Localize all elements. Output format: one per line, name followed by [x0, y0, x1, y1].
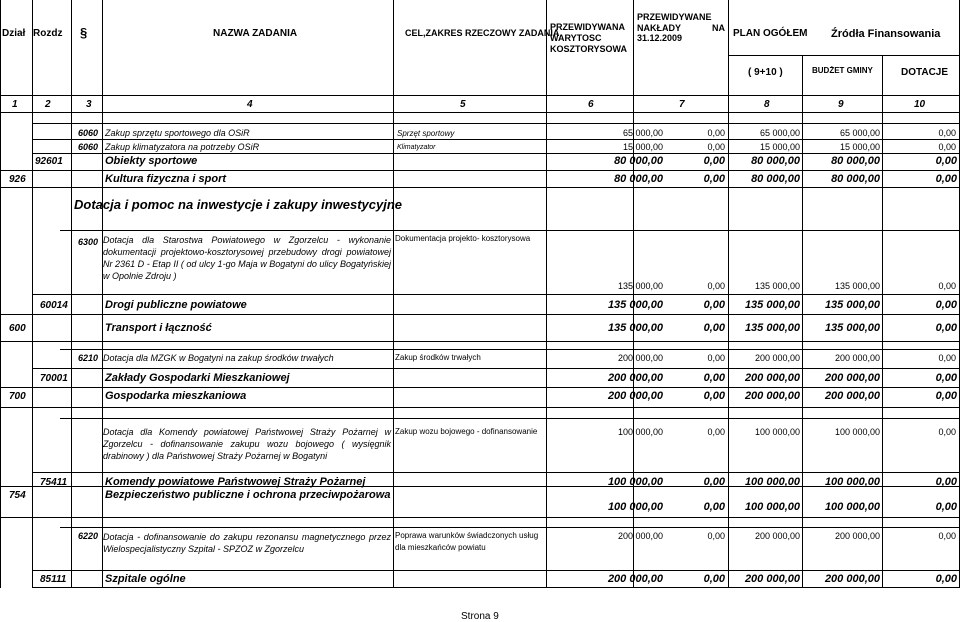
section-title: Dotacja i pomoc na inwestycje i zakupy inwestycyjne — [74, 197, 403, 212]
row-dzial: 700 — [9, 391, 26, 402]
row-value-9: 135 000,00 — [834, 281, 880, 291]
row-rozdz: 60014 — [40, 300, 68, 311]
row-value-6: 200 000,00 — [607, 372, 663, 384]
header-nazwa-zadania: NAZWA ZADANIA — [213, 28, 298, 39]
column-number: 7 — [679, 99, 685, 110]
row-value-6: 200 000,00 — [617, 353, 663, 363]
row-value-6: 135 000,00 — [617, 281, 663, 291]
row-scope: Zakup wozu bojowego - dofinansowanie — [395, 427, 538, 436]
header-na: NA — [712, 23, 725, 33]
column-number: 6 — [588, 99, 594, 110]
row-value-6: 135 000,00 — [607, 322, 663, 334]
row-value-8: 100 000,00 — [754, 427, 800, 437]
row-value-9: 135 000,00 — [824, 299, 880, 311]
row-line — [33, 139, 960, 140]
row-value-8: 15 000,00 — [759, 142, 800, 152]
row-value-9: 200 000,00 — [834, 531, 880, 541]
header-naklady-1: PRZEWIDYWANE — [637, 12, 712, 22]
row-line — [60, 349, 960, 350]
row-name: Dotacja dla MZGK w Bogatyni na zakup środków trwałych — [103, 353, 334, 363]
row-value-8: 200 000,00 — [744, 390, 800, 402]
column-line — [0, 0, 1, 588]
row-line — [0, 517, 960, 518]
page-number: Strona 9 — [461, 611, 499, 622]
row-value-9: 100 000,00 — [824, 476, 880, 488]
row-line — [0, 407, 960, 408]
row-value-6: 100 000,00 — [607, 501, 663, 513]
header-paragraph: § — [80, 25, 88, 40]
row-line — [0, 314, 960, 315]
row-scope: Klimatyzator — [397, 144, 436, 151]
row-value-8: 80 000,00 — [751, 173, 800, 185]
row-value-9: 15 000,00 — [839, 142, 880, 152]
row-value-9: 200 000,00 — [824, 573, 880, 585]
row-line — [33, 472, 960, 473]
row-value-6: 15 000,00 — [622, 142, 663, 152]
header-dzial: Dział — [2, 28, 26, 39]
row-value-8: 100 000,00 — [744, 501, 800, 513]
column-line — [802, 55, 803, 588]
row-value-7: 0,00 — [703, 155, 725, 167]
row-line — [33, 587, 960, 588]
row-value-10: 0,00 — [935, 573, 957, 585]
row-name: Zakup klimatyzatora na potrzeby OSiR — [105, 142, 260, 152]
row-line — [33, 570, 960, 571]
row-value-7: 0,00 — [707, 281, 725, 291]
row-name: Kultura fizyczna i sport — [105, 173, 227, 185]
row-value-7: 0,00 — [703, 501, 725, 513]
header-rozdz: Rozdz — [33, 28, 63, 39]
row-line — [0, 486, 960, 487]
row-value-10: 0,00 — [935, 299, 957, 311]
row-rozdz: 75411 — [40, 477, 68, 488]
row-value-9: 135 000,00 — [824, 322, 880, 334]
row-value-9: 100 000,00 — [824, 501, 880, 513]
column-numbers-divider — [0, 112, 960, 113]
row-par: 6060 — [78, 142, 99, 152]
row-value-7: 0,00 — [703, 476, 725, 488]
column-number: 3 — [86, 99, 92, 110]
header-wartosc-3: KOSZTORYSOWA — [550, 44, 628, 54]
row-value-8: 135 000,00 — [744, 299, 800, 311]
row-value-8: 200 000,00 — [744, 372, 800, 384]
header-zrodla: Źródła Finansowania — [831, 28, 941, 40]
row-value-6: 200 000,00 — [607, 390, 663, 402]
row-value-7: 0,00 — [703, 390, 725, 402]
row-line — [33, 368, 960, 369]
row-value-7: 0,00 — [703, 299, 725, 311]
row-value-8: 200 000,00 — [754, 353, 800, 363]
row-scope-line-1: Poprawa warunków świadczonych usług — [395, 531, 539, 540]
row-value-9: 200 000,00 — [824, 372, 880, 384]
row-value-8: 100 000,00 — [744, 476, 800, 488]
row-value-10: 0,00 — [938, 531, 956, 541]
column-line — [102, 0, 103, 588]
row-value-9: 200 000,00 — [824, 390, 880, 402]
row-name: Zakłady Gospodarki Mieszkaniowej — [105, 372, 290, 384]
row-value-7: 0,00 — [703, 322, 725, 334]
row-value-7: 0,00 — [703, 573, 725, 585]
row-line — [33, 294, 960, 295]
row-value-10: 0,00 — [935, 476, 957, 488]
column-number: 1 — [12, 99, 18, 110]
row-rozdz: 92601 — [35, 156, 63, 167]
row-line — [60, 418, 960, 419]
row-value-10: 0,00 — [938, 427, 956, 437]
header-budzet: BUDŻET GMINY — [812, 66, 873, 75]
row-value-10: 0,00 — [935, 372, 957, 384]
row-value-6: 100 000,00 — [607, 476, 663, 488]
header-wartosc-1: PRZEWIDYWANA — [550, 22, 625, 32]
row-par: 6220 — [78, 531, 99, 541]
header-cel: CEL,ZAKRES RZECZOWY ZADANIA — [405, 28, 560, 38]
row-dzial: 600 — [9, 323, 26, 334]
row-name: Dotacja dla Komendy powiatowej Państwowej Straży Pożarnej w Zgorzelcu - dofinansowanie zakupu wozu bojowego ( wysięgnik drabinowy ) dla Państwowej Straży Pożarnej w Bogatyni — [103, 427, 391, 461]
row-name: Obiekty sportowe — [105, 155, 198, 167]
row-value-10: 0,00 — [938, 128, 956, 138]
row-line — [33, 123, 960, 124]
header-divider — [0, 95, 960, 96]
row-value-8: 80 000,00 — [751, 155, 800, 167]
row-line — [0, 170, 960, 171]
row-name: Gospodarka mieszkaniowa — [105, 390, 247, 402]
header-plan-formula: ( 9+10 ) — [748, 67, 783, 78]
row-name: Dotacja dla Starostwa Powiatowego w Zgorzelcu - wykonanie dokumentacji projektowo-kosztorysowej przebudowy drogi powiatowej Nr 2361 D - Etap II ( od ulcy 1-go Maja w Bogatyni do ulicy Bogatyńskiej w Opolnie Zdroju ) — [103, 235, 391, 281]
row-name: Zakup sprzętu sportowego dla OSiR — [105, 128, 250, 138]
column-line — [71, 0, 72, 588]
header-subdivider — [728, 55, 960, 56]
row-value-10: 0,00 — [935, 501, 957, 513]
column-number: 2 — [45, 99, 51, 110]
row-line — [60, 527, 960, 528]
row-value-6: 135 000,00 — [607, 299, 663, 311]
row-par: 6300 — [78, 237, 99, 247]
table-header — [0, 0, 960, 96]
column-line — [882, 55, 883, 588]
row-name: Komendy powiatowe Państwowej Straży Pożarnej — [105, 476, 366, 488]
row-value-10: 0,00 — [935, 173, 957, 185]
row-name: Transport i łączność — [105, 322, 212, 334]
row-dzial: 926 — [9, 174, 26, 185]
header-naklady-2: NAKŁADY — [637, 23, 681, 33]
header-dotacje: DOTACJE — [901, 67, 949, 78]
row-value-6: 80 000,00 — [614, 155, 663, 167]
row-value-10: 0,00 — [938, 353, 956, 363]
column-line — [32, 0, 33, 588]
row-value-10: 0,00 — [938, 142, 956, 152]
row-value-9: 100 000,00 — [834, 427, 880, 437]
column-number: 4 — [247, 99, 253, 110]
column-line — [546, 0, 547, 588]
row-line — [33, 153, 960, 154]
column-number: 5 — [460, 99, 466, 110]
row-value-10: 0,00 — [938, 281, 956, 291]
row-dzial: 754 — [9, 490, 26, 501]
row-value-9: 80 000,00 — [831, 155, 880, 167]
row-name: Drogi publiczne powiatowe — [105, 299, 247, 311]
row-value-7: 0,00 — [707, 531, 725, 541]
row-value-8: 200 000,00 — [744, 573, 800, 585]
row-value-8: 65 000,00 — [759, 128, 800, 138]
row-line — [0, 387, 960, 388]
row-value-10: 0,00 — [935, 322, 957, 334]
row-line — [60, 230, 960, 231]
row-scope: Zakup środków trwałych — [395, 353, 481, 362]
row-name: Dotacja - dofinansowanie do zakupu rezonansu magnetycznego przez Wielospecjalistyczny Szpital - SPZOZ w Zgorzelcu — [103, 532, 391, 554]
row-value-9: 80 000,00 — [831, 173, 880, 185]
row-value-8: 135 000,00 — [744, 322, 800, 334]
row-value-9: 200 000,00 — [834, 353, 880, 363]
row-value-6: 200 000,00 — [617, 531, 663, 541]
row-scope: Sprzęt sportowy — [397, 129, 455, 138]
row-value-6: 200 000,00 — [607, 573, 663, 585]
header-plan-ogolem: PLAN OGÓŁEM — [733, 28, 808, 39]
row-value-7: 0,00 — [707, 142, 725, 152]
row-value-8: 200 000,00 — [754, 531, 800, 541]
column-line — [633, 0, 634, 588]
row-scope-line-2: dla mieszkańców powiatu — [395, 543, 486, 552]
row-name: Szpitale ogólne — [105, 573, 186, 585]
header-wartosc-2: WARYTOSC — [550, 33, 602, 43]
row-value-7: 0,00 — [707, 353, 725, 363]
row-rozdz: 85111 — [40, 574, 67, 585]
row-value-7: 0,00 — [703, 372, 725, 384]
row-name: Bezpieczeństwo publiczne i ochrona przeciwpożarowa — [105, 489, 391, 501]
row-line — [0, 341, 960, 342]
column-number: 10 — [914, 99, 926, 110]
header-naklady-3: 31.12.2009 — [637, 33, 683, 43]
row-line — [0, 187, 960, 188]
row-rozdz: 70001 — [40, 373, 68, 384]
row-value-6: 65 000,00 — [622, 128, 663, 138]
row-value-8: 135 000,00 — [754, 281, 800, 291]
row-value-6: 80 000,00 — [614, 173, 663, 185]
column-number: 8 — [764, 99, 770, 110]
row-value-10: 0,00 — [935, 155, 957, 167]
row-value-7: 0,00 — [703, 173, 725, 185]
row-value-7: 0,00 — [707, 427, 725, 437]
row-value-10: 0,00 — [935, 390, 957, 402]
column-line — [393, 0, 394, 588]
row-value-7: 0,00 — [707, 128, 725, 138]
row-par: 6210 — [78, 353, 99, 363]
column-line — [728, 0, 729, 588]
column-number: 9 — [838, 99, 844, 110]
row-value-6: 100 000,00 — [617, 427, 663, 437]
row-value-9: 65 000,00 — [839, 128, 880, 138]
row-par: 6060 — [78, 128, 99, 138]
row-scope: Dokumentacja projekto- kosztorysowa — [395, 234, 531, 243]
